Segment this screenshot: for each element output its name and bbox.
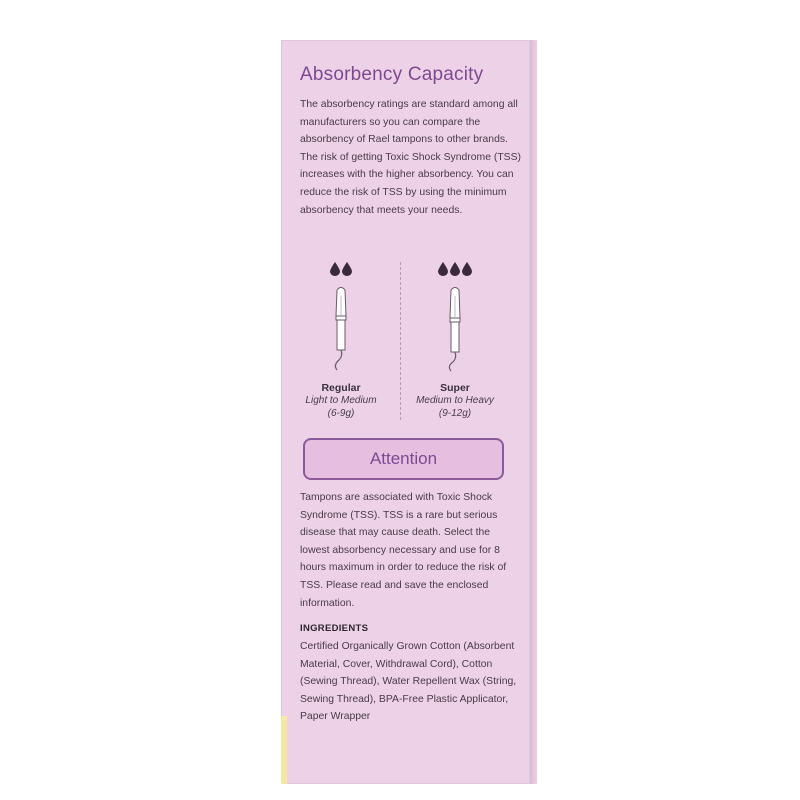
absorbency-title: Absorbency Capacity	[300, 64, 484, 85]
absorbency-description: The absorbency ratings are standard among all manufacturers so you can compare the absorbency of Rael tampons to other brands. The risk of getting Toxic Shock Syndrome (TSS) increases with the higher absorbency. You can reduce the risk of TSS by using the minimum absorbency that meets your needs.	[300, 99, 521, 216]
droplet-icon	[462, 262, 472, 276]
absorbency-drops	[400, 262, 510, 278]
product-range: Medium to Heavy	[416, 395, 494, 406]
droplet-icon	[438, 262, 448, 276]
product-name: Super	[440, 382, 470, 394]
droplet-icon	[342, 262, 352, 276]
product-weight: (9-12g)	[438, 408, 472, 419]
ingredients-text: Certified Organically Grown Cotton (Absorbent Material, Cover, Withdrawal Cord), Cotton (Sewing Thread), Water Repellent Wax (String, Sewing Thread), BPA-Free Plastic Applicator, Paper Wrapper	[300, 641, 517, 723]
product-regular	[286, 262, 396, 420]
droplet-icon	[450, 262, 460, 276]
tampon-icon	[321, 286, 361, 372]
absorbency-drops	[286, 262, 396, 278]
ingredients-heading: INGREDIENTS	[300, 623, 369, 634]
product-range: Light to Medium	[305, 395, 377, 406]
package-side-edge	[530, 40, 537, 784]
product-name: Regular	[321, 382, 361, 394]
tampon-icon	[435, 286, 475, 372]
droplet-icon	[330, 262, 340, 276]
product-weight: (6-9g)	[327, 408, 355, 419]
attention-banner	[303, 438, 504, 480]
attention-text: Tampons are associated with Toxic Shock Syndrome (TSS). TSS is a rare but serious disease that may cause death. Select the lowest absorbency necessary and use for 8 hours maximum in order to reduce the risk of TSS. Please read and save the enclosed information.	[300, 492, 507, 609]
product-super	[400, 262, 510, 420]
package-flap	[281, 716, 287, 784]
attention-heading: Attention	[369, 449, 438, 468]
